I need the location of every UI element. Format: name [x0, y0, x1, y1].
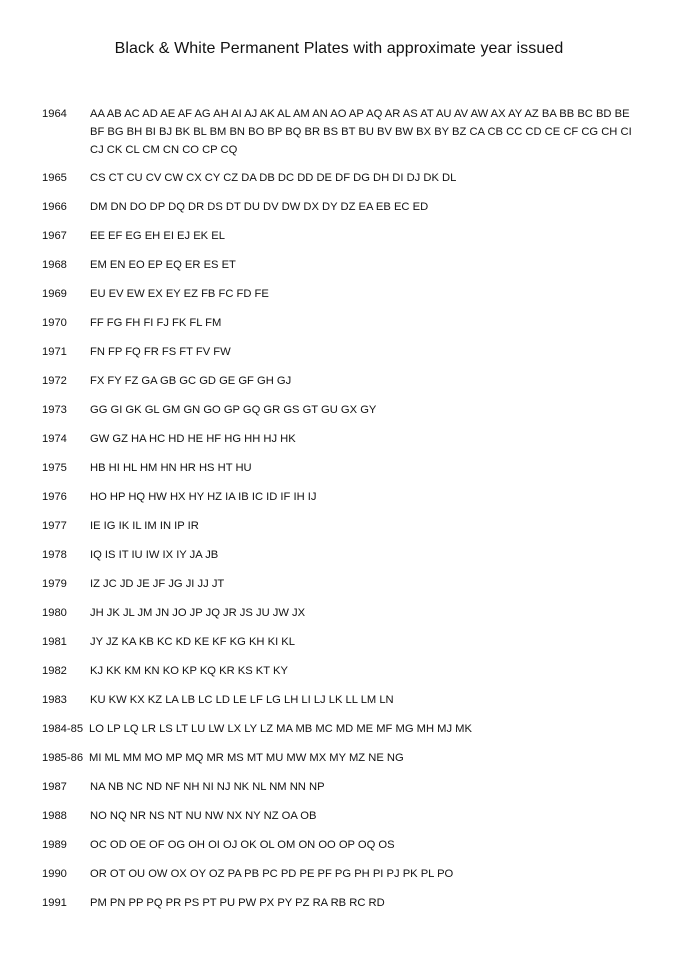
entry-year: 1977	[42, 520, 67, 532]
entry-plates: HB HI HL HM HN HR HS HT HU	[90, 462, 252, 474]
entry-year: 1980	[42, 607, 67, 619]
entry-plates: HO HP HQ HW HX HY HZ IA IB IC ID IF IH IJ	[90, 491, 317, 503]
entry-plates: AA AB AC AD AE AF AG AH AI AJ AK AL AM AN AO AP AQ AR AS AT AU AV AW AX AY AZ BA BB BC BD BE BF BG BH BI BJ BK BL BM BN BO BP BQ BR BS BT BU BV BW BX BY BZ CA CB CC CD CE CF CG CH CI CJ CK CL CM CN CO CP CQ	[90, 108, 632, 156]
entry-plates: NO NQ NR NS NT NU NW NX NY NZ OA OB	[90, 810, 317, 822]
entry-year: 1970	[42, 317, 67, 329]
entry-year: 1969	[42, 288, 67, 300]
entry-plates: GW GZ HA HC HD HE HF HG HH HJ HK	[90, 433, 296, 445]
entry-plates: JH JK JL JM JN JO JP JQ JR JS JU JW JX	[90, 607, 306, 619]
entry-plates: IE IG IK IL IM IN IP IR	[90, 520, 199, 532]
entry-plates: EM EN EO EP EQ ER ES ET	[90, 259, 236, 271]
entry-year: 1975	[42, 462, 67, 474]
entry-year: 1966	[42, 201, 67, 213]
entry-plates: EU EV EW EX EY EZ FB FC FD FE	[90, 288, 269, 300]
entry-plates: IZ JC JD JE JF JG JI JJ JT	[90, 578, 225, 590]
entry-year: 1985-86	[42, 752, 84, 764]
entry-year: 1991	[42, 897, 67, 909]
page-title: Black & White Permanent Plates with approximate year issued	[114, 40, 564, 57]
entry-plates: NA NB NC ND NF NH NI NJ NK NL NM NN NP	[90, 781, 325, 793]
entry-year: 1972	[42, 375, 67, 387]
entry-plates: GG GI GK GL GM GN GO GP GQ GR GS GT GU GX GY	[90, 404, 377, 416]
entry-plates: MI ML MM MO MP MQ MR MS MT MU MW MX MY MZ NE NG	[89, 752, 404, 764]
entry-plates: FF FG FH FI FJ FK FL FM	[90, 317, 222, 329]
entry-plates: EE EF EG EH EI EJ EK EL	[90, 230, 225, 242]
entry-year: 1964	[42, 108, 67, 120]
entry-year: 1973	[42, 404, 67, 416]
entry-year: 1979	[42, 578, 67, 590]
entry-year: 1989	[42, 839, 67, 851]
entry-year: 1988	[42, 810, 67, 822]
entry-year: 1965	[42, 172, 67, 184]
entry-year: 1983	[42, 694, 67, 706]
entry-plates: KU KW KX KZ LA LB LC LD LE LF LG LH LI LJ LK LL LM LN	[90, 694, 394, 706]
entry-plates: FN FP FQ FR FS FT FV FW	[90, 346, 231, 358]
entry-year: 1967	[42, 230, 67, 242]
entry-plates: LO LP LQ LR LS LT LU LW LX LY LZ MA MB MC MD ME MF MG MH MJ MK	[89, 723, 472, 735]
entry-year: 1974	[42, 433, 67, 445]
entry-year: 1982	[42, 665, 67, 677]
entry-plates: KJ KK KM KN KO KP KQ KR KS KT KY	[90, 665, 288, 677]
entry-plates: JY JZ KA KB KC KD KE KF KG KH KI KL	[90, 636, 295, 648]
entry-plates: OC OD OE OF OG OH OI OJ OK OL OM ON OO OP OQ OS	[90, 839, 395, 851]
entry-plates: FX FY FZ GA GB GC GD GE GF GH GJ	[90, 375, 292, 387]
entry-year: 1987	[42, 781, 67, 793]
entry-year: 1968	[42, 259, 67, 271]
entry-year: 1984-85	[42, 723, 84, 735]
entry-plates: IQ IS IT IU IW IX IY JA JB	[90, 549, 219, 561]
entry-year: 1978	[42, 549, 67, 561]
entry-plates: DM DN DO DP DQ DR DS DT DU DV DW DX DY DZ EA EB EC ED	[90, 201, 429, 213]
entry-year: 1976	[42, 491, 67, 503]
entry-plates: CS CT CU CV CW CX CY CZ DA DB DC DD DE DF DG DH DI DJ DK DL	[90, 172, 457, 184]
entry-year: 1981	[42, 636, 67, 648]
entry-plates: OR OT OU OW OX OY OZ PA PB PC PD PE PF PG PH PI PJ PK PL PO	[90, 868, 454, 880]
entry-year: 1971	[42, 346, 67, 358]
entry-plates: PM PN PP PQ PR PS PT PU PW PX PY PZ RA RB RC RD	[90, 897, 385, 909]
entry-year: 1990	[42, 868, 67, 880]
